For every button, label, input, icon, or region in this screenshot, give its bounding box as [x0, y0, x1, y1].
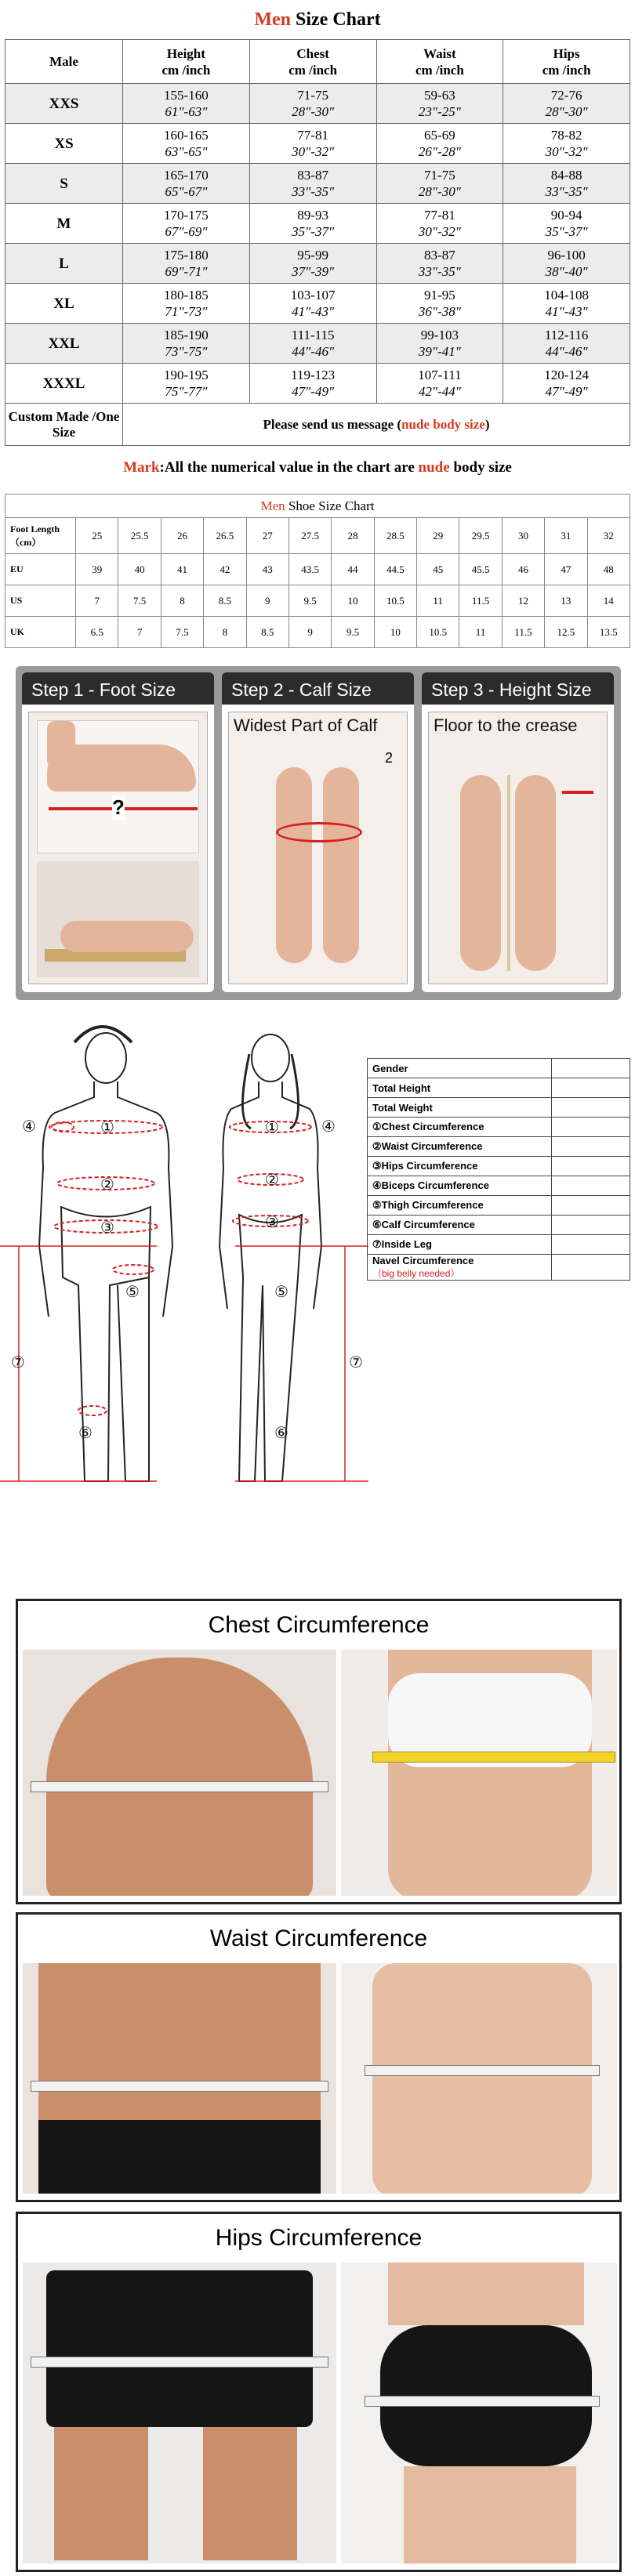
- eu-cell: 40: [118, 554, 161, 585]
- man-torso: [46, 1658, 313, 1896]
- measurement-row: [368, 1216, 630, 1235]
- female-figure: [220, 1034, 321, 1481]
- size-row: [5, 84, 630, 124]
- uk-label: UK: [5, 617, 76, 648]
- measurement-label: ④Biceps Circumference: [368, 1176, 552, 1196]
- waist-cell: 65-69 26"-28": [376, 124, 503, 164]
- header-chest: Chest cm /inch: [249, 40, 376, 84]
- us-label: US: [5, 585, 76, 617]
- uk-cell: 9: [288, 617, 331, 648]
- chest-cell: 95-99 37"-39": [249, 244, 376, 284]
- size-table-header: [5, 40, 630, 84]
- chest-tape-man: [31, 1781, 328, 1792]
- shoe-table: [5, 517, 630, 648]
- number-6: ⑥: [78, 1423, 93, 1442]
- uk-cell: 7.5: [161, 617, 203, 648]
- uk-cell: 8.5: [246, 617, 288, 648]
- height-cell: 185-190 73"-75": [123, 324, 250, 364]
- hips-cell: 96-100 38"-40": [503, 244, 630, 284]
- measurement-value-box[interactable]: [552, 1196, 630, 1216]
- header-hips: Hips cm /inch: [503, 40, 630, 84]
- uk-cell: 9.5: [332, 617, 374, 648]
- height-cell: 190-195 75"-77": [123, 364, 250, 404]
- size-row: [5, 124, 630, 164]
- number-7: ⑦: [11, 1353, 25, 1371]
- foot-length-cell: 25: [76, 518, 118, 554]
- height-cell: 165-170 65"-67": [123, 164, 250, 204]
- us-cell: 10: [332, 585, 374, 617]
- step-1-title: Step 1 - Foot Size: [22, 672, 214, 707]
- hips-tape-man: [31, 2357, 328, 2368]
- calf-photo: [228, 712, 408, 984]
- measurement-label: ⑥Calf Circumference: [368, 1216, 552, 1235]
- chest-cell: 83-87 33"-35": [249, 164, 376, 204]
- body-measurement-figures: [0, 1011, 635, 1575]
- shoe-length-row: [5, 518, 630, 554]
- measurement-value-box[interactable]: [552, 1176, 630, 1196]
- size-label: XXL: [5, 324, 123, 364]
- female-legs: [239, 1215, 302, 1481]
- ankle-shape: [47, 721, 75, 768]
- foot-length-cell: 28: [332, 518, 374, 554]
- men-size-chart: [0, 0, 635, 480]
- us-cell: 9: [246, 585, 288, 617]
- foot-on-ruler: [60, 921, 194, 952]
- uk-cell: 11: [459, 617, 502, 648]
- height-cell: 170-175 67"-69": [123, 204, 250, 244]
- measurement-row: [368, 1098, 630, 1118]
- calf-tape: [276, 822, 362, 842]
- measurement-row: [368, 1118, 630, 1137]
- measurement-list: [367, 1058, 630, 1281]
- waist-cell: 83-87 33"-35": [376, 244, 503, 284]
- chest-panel: [16, 1599, 622, 1904]
- us-cell: 8: [161, 585, 203, 617]
- foot-length-cell: 30: [502, 518, 544, 554]
- eu-cell: 41: [161, 554, 203, 585]
- step-foot-size: [22, 672, 214, 992]
- foot-length-cell: 31: [545, 518, 587, 554]
- eu-cell: 46: [502, 554, 544, 585]
- leg-right: [515, 775, 556, 971]
- man-shorts: [38, 2120, 321, 2194]
- header-male: Male: [5, 40, 123, 84]
- eu-cell: 43.5: [288, 554, 331, 585]
- number-5: ⑤: [125, 1282, 140, 1301]
- measurement-label: ⑤Thigh Circumference: [368, 1196, 552, 1216]
- uk-cell: 8: [204, 617, 246, 648]
- foot-ruler-image: [37, 861, 199, 977]
- measurement-row: [368, 1157, 630, 1176]
- waist-tape-man: [31, 2081, 328, 2092]
- step-calf-size: [222, 672, 414, 992]
- foot-length-cell: 29: [417, 518, 459, 554]
- step-2-subtitle: Widest Part of Calf: [234, 716, 378, 735]
- measurement-value-box[interactable]: [552, 1255, 630, 1281]
- custom-text: Please send us message (nude body size): [123, 404, 630, 446]
- eu-cell: 48: [587, 554, 630, 585]
- measurement-label: Total Weight: [368, 1098, 552, 1118]
- eu-cell: 42: [204, 554, 246, 585]
- hips-photo-man: [23, 2263, 336, 2563]
- size-row: [5, 324, 630, 364]
- waist-cell: 77-81 30"-32": [376, 204, 503, 244]
- height-cell: 155-160 61"-63": [123, 84, 250, 124]
- chest-panel-title: Chest Circumference: [208, 1612, 430, 1638]
- measurement-value-box[interactable]: [552, 1235, 630, 1255]
- measurement-row: [368, 1059, 630, 1078]
- foot-length-cell: 28.5: [374, 518, 416, 554]
- hips-cell: 72-76 28"-30": [503, 84, 630, 124]
- inside-leg-guides: [0, 1246, 368, 1481]
- number-4: ④: [22, 1117, 36, 1136]
- size-row: [5, 204, 630, 244]
- custom-row: [5, 404, 630, 446]
- size-row: [5, 284, 630, 324]
- man-hip-shorts: [46, 2270, 313, 2427]
- eu-cell: 39: [76, 554, 118, 585]
- uk-cell: 10.5: [417, 617, 459, 648]
- chest-cell: 77-81 30"-32": [249, 124, 376, 164]
- size-label: M: [5, 204, 123, 244]
- foot-length-cell: 25.5: [118, 518, 161, 554]
- measurement-value-box[interactable]: [552, 1118, 630, 1137]
- size-label: XS: [5, 124, 123, 164]
- uk-cell: 10: [374, 617, 416, 648]
- measurement-label: ①Chest Circumference: [368, 1118, 552, 1137]
- size-chart-title-accent: Men: [254, 9, 291, 30]
- height-cell: 180-185 71"-73": [123, 284, 250, 324]
- measurement-label: ②Waist Circumference: [368, 1137, 552, 1157]
- number-3: ③: [100, 1218, 114, 1237]
- shoe-eu-row: [5, 554, 630, 585]
- hips-cell: 104-108 41"-43": [503, 284, 630, 324]
- step-2-title: Step 2 - Calf Size: [222, 672, 414, 707]
- eu-cell: 44: [332, 554, 374, 585]
- step-2-marker: 2: [384, 750, 393, 766]
- header-height: Height cm /inch: [123, 40, 250, 84]
- custom-label: Custom Made /One Size: [5, 404, 123, 446]
- foot-length-cell: 29.5: [459, 518, 502, 554]
- waist-panel: [16, 1912, 622, 2202]
- height-cell: 175-180 69"-71": [123, 244, 250, 284]
- height-photo: [428, 712, 608, 984]
- uk-cell: 11.5: [502, 617, 544, 648]
- uk-cell: 7: [118, 617, 161, 648]
- size-label: XL: [5, 284, 123, 324]
- number-2: ②: [100, 1175, 114, 1194]
- us-cell: 13: [545, 585, 587, 617]
- shoe-us-row: [5, 585, 630, 617]
- foot-question-mark: ?: [112, 795, 125, 819]
- eu-cell: 43: [246, 554, 288, 585]
- chest-cell: 111-115 44"-46": [249, 324, 376, 364]
- woman-hip-skin: [388, 2263, 584, 2325]
- us-cell: 7.5: [118, 585, 161, 617]
- size-table: [5, 39, 630, 446]
- us-cell: 11: [417, 585, 459, 617]
- step-3-subtitle: Floor to the crease: [434, 716, 578, 735]
- step-height-size: [422, 672, 614, 992]
- eu-cell: 45: [417, 554, 459, 585]
- crease-arrow: [562, 791, 593, 794]
- size-chart-title: [0, 0, 635, 39]
- foot-top-image: [37, 720, 199, 853]
- measurement-value-box[interactable]: [552, 1078, 630, 1098]
- foot-length-label: Foot Length （cm）: [5, 518, 76, 554]
- hips-photo-woman: [341, 2263, 617, 2563]
- measurement-label: ③Hips Circumference: [368, 1157, 552, 1176]
- measurement-numbers: [11, 1117, 363, 1442]
- measurement-row: [368, 1196, 630, 1216]
- number-1: ①: [100, 1118, 114, 1136]
- foot-length-cell: 27: [246, 518, 288, 554]
- measurement-row: [368, 1255, 630, 1281]
- chest-cell: 103-107 41"-43": [249, 284, 376, 324]
- thigh-line: [113, 1265, 154, 1274]
- measurement-row: [368, 1078, 630, 1098]
- svg-text:②: ②: [265, 1170, 279, 1189]
- uk-cell: 12.5: [545, 617, 587, 648]
- chest-tape-woman: [372, 1752, 615, 1763]
- measurement-row: [368, 1235, 630, 1255]
- calf-right: [323, 767, 359, 963]
- measurement-value-box[interactable]: [552, 1216, 630, 1235]
- size-chart-title-rest: Size Chart: [291, 9, 381, 30]
- step-3-title: Step 3 - Height Size: [422, 672, 614, 707]
- woman-thigh: [404, 2466, 576, 2563]
- waist-tape-woman: [365, 2065, 600, 2076]
- waist-cell: 107-111 42"-44": [376, 364, 503, 404]
- us-cell: 10.5: [374, 585, 416, 617]
- svg-text:④: ④: [321, 1117, 336, 1136]
- foot-length-cell: 32: [587, 518, 630, 554]
- nude-size-note: Mark:All the numerical value in the chart are nude body size: [123, 459, 512, 476]
- chest-photo-woman: [341, 1650, 617, 1896]
- chest-cell: 89-93 35"-37": [249, 204, 376, 244]
- female-head: [252, 1034, 289, 1081]
- us-cell: 9.5: [288, 585, 331, 617]
- measurement-lines: [49, 1121, 311, 1415]
- height-cell: 160-165 63"-65": [123, 124, 250, 164]
- us-cell: 14: [587, 585, 630, 617]
- uk-cell: 13.5: [587, 617, 630, 648]
- waist-cell: 99-103 39"-41": [376, 324, 503, 364]
- waist-cell: 71-75 28"-30": [376, 164, 503, 204]
- measurement-value-box[interactable]: [552, 1157, 630, 1176]
- man-thigh-left: [54, 2427, 148, 2560]
- svg-text:①: ①: [265, 1118, 279, 1136]
- chest-photo-man: [23, 1650, 336, 1896]
- foot-length-cell: 27.5: [288, 518, 331, 554]
- men-shoe-chart: [0, 494, 635, 649]
- eu-cell: 44.5: [374, 554, 416, 585]
- svg-text:⑥: ⑥: [274, 1423, 288, 1442]
- waist-photo-man: [23, 1963, 336, 2194]
- shoe-chart-title: Men Shoe Size Chart: [5, 494, 630, 517]
- measurement-steps: [16, 666, 621, 1000]
- measurement-note: （big belly needed）: [372, 1268, 460, 1279]
- female-torso-arms: [220, 1081, 321, 1309]
- us-cell: 12: [502, 585, 544, 617]
- measurement-row: [368, 1176, 630, 1196]
- us-cell: 8.5: [204, 585, 246, 617]
- male-leg-right: [118, 1277, 149, 1481]
- hips-tape-woman: [365, 2396, 600, 2407]
- hips-cell: 84-88 33"-35": [503, 164, 630, 204]
- measurement-value-box[interactable]: [552, 1098, 630, 1118]
- hips-panel-title: Hips Circumference: [215, 2225, 423, 2251]
- svg-text:⑤: ⑤: [274, 1282, 288, 1301]
- male-head: [85, 1033, 126, 1083]
- woman-waist: [372, 1963, 592, 2194]
- foot-photo: [28, 712, 208, 984]
- leg-left: [460, 775, 501, 971]
- measurement-value-box[interactable]: [552, 1137, 630, 1157]
- shoe-uk-row: [5, 617, 630, 648]
- size-label: XXXL: [5, 364, 123, 404]
- waist-photo-woman: [341, 1963, 617, 2194]
- uk-cell: 6.5: [76, 617, 118, 648]
- height-tape: [507, 775, 510, 971]
- waist-panel-title: Waist Circumference: [209, 1926, 428, 1951]
- measurement-label: Navel Circumference （big belly needed）: [368, 1255, 552, 1281]
- hips-cell: 78-82 30"-32": [503, 124, 630, 164]
- size-row: [5, 164, 630, 204]
- waist-cell: 91-95 36"-38": [376, 284, 503, 324]
- svg-text:③: ③: [265, 1212, 279, 1231]
- waist-cell: 59-63 23"-25": [376, 84, 503, 124]
- body-figures-drawing: [0, 1011, 368, 1575]
- hips-cell: 90-94 35"-37": [503, 204, 630, 244]
- man-waist: [38, 1963, 321, 2120]
- calf-left: [276, 767, 312, 963]
- foot-length-cell: 26.5: [204, 518, 246, 554]
- size-label: S: [5, 164, 123, 204]
- measurement-value-box[interactable]: [552, 1059, 630, 1078]
- chest-cell: 119-123 47"-49": [249, 364, 376, 404]
- us-cell: 11.5: [459, 585, 502, 617]
- size-label: L: [5, 244, 123, 284]
- size-label: XXS: [5, 84, 123, 124]
- male-torso-arms: [39, 1081, 172, 1317]
- eu-cell: 47: [545, 554, 587, 585]
- size-row: [5, 364, 630, 404]
- size-row: [5, 244, 630, 284]
- header-waist: Waist cm /inch: [376, 40, 503, 84]
- man-thigh-right: [203, 2427, 297, 2560]
- male-hair: [74, 1027, 132, 1042]
- measurement-label: ⑦Inside Leg: [368, 1235, 552, 1255]
- hips-cell: 120-124 47"-49": [503, 364, 630, 404]
- measurement-row: [368, 1137, 630, 1157]
- male-legs: [61, 1207, 151, 1481]
- hips-cell: 112-116 44"-46": [503, 324, 630, 364]
- svg-text:⑦: ⑦: [349, 1353, 363, 1371]
- eu-cell: 45.5: [459, 554, 502, 585]
- measurement-label: Gender: [368, 1059, 552, 1078]
- hips-panel: [16, 2212, 622, 2572]
- eu-label: EU: [5, 554, 76, 585]
- foot-length-cell: 26: [161, 518, 203, 554]
- us-cell: 7: [76, 585, 118, 617]
- measurement-label: Total Height: [368, 1078, 552, 1098]
- chest-cell: 71-75 28"-30": [249, 84, 376, 124]
